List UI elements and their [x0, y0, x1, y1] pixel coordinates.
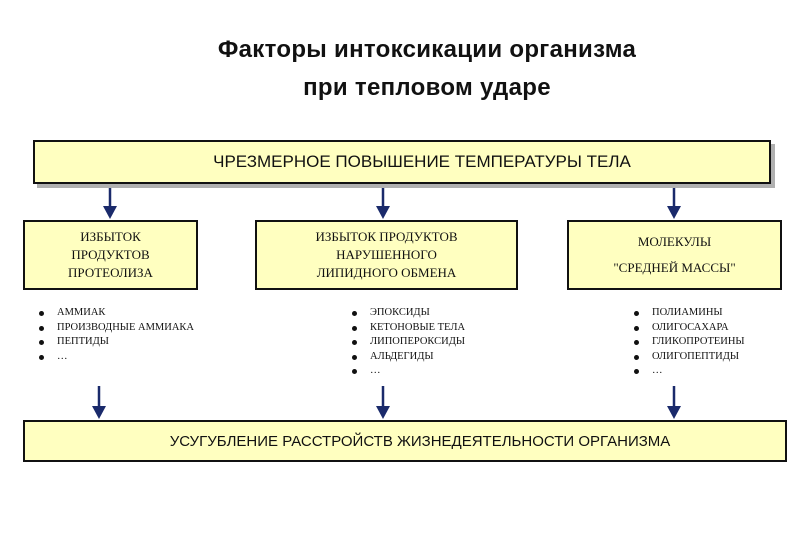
- list-item: ПРОИЗВОДНЫЕ АММИАКА: [37, 321, 194, 336]
- list-item: ЛИПОПЕРОКСИДЫ: [350, 335, 465, 350]
- list-item: ОЛИГОПЕПТИДЫ: [632, 350, 745, 365]
- list-item: ОЛИГОСАХАРА: [632, 321, 745, 336]
- arrow-to-lipid-head: [376, 206, 390, 219]
- arrow-from-proteolysis-head: [92, 406, 106, 419]
- arrow-to-proteolysis-head: [103, 206, 117, 219]
- lipid-box-line: ИЗБЫТОК ПРОДУКТОВ: [315, 229, 458, 244]
- molecules-box-line: "СРЕДНЕЙ МАССЫ": [613, 260, 736, 275]
- excessive-temperature-box: [33, 140, 771, 184]
- lipid-box-line: НАРУШЕННОГО: [336, 247, 437, 262]
- proteolysis-box-line: ИЗБЫТОК: [80, 229, 141, 244]
- list-item: …: [632, 364, 745, 379]
- list-item: …: [37, 350, 194, 365]
- diagram-title-line-2: при тепловом ударе: [303, 74, 551, 101]
- list-item: ПОЛИАМИНЫ: [632, 306, 745, 321]
- aggravation-label: УСУГУБЛЕНИЕ РАССТРОЙСТВ ЖИЗНЕДЕЯТЕЛЬНОСТИ ОРГАНИЗМА: [169, 432, 671, 450]
- molecules-box-line: МОЛЕКУЛЫ: [637, 234, 712, 249]
- list-item: АЛЬДЕГИДЫ: [350, 350, 465, 365]
- proteolysis-box-line: ПРОТЕОЛИЗА: [68, 265, 153, 280]
- arrow-to-molecules-head: [667, 206, 681, 219]
- list-item: …: [350, 364, 465, 379]
- list-item: КЕТОНОВЫЕ ТЕЛА: [350, 321, 465, 336]
- arrow-from-molecules-head: [667, 406, 681, 419]
- proteolysis-products-box: [23, 220, 198, 290]
- lipid-products-list: [350, 306, 465, 379]
- lipid-metabolism-products-box: [255, 220, 518, 290]
- aggravation-box: [23, 420, 787, 462]
- medium-mass-molecules-box: [567, 220, 782, 290]
- medium-molecules-list: [632, 306, 745, 379]
- proteolysis-products-list: [37, 306, 194, 364]
- proteolysis-box-line: ПРОДУКТОВ: [71, 247, 150, 262]
- list-item: ГЛИКОПРОТЕИНЫ: [632, 335, 745, 350]
- excessive-temperature-label: ЧРЕЗМЕРНОЕ ПОВЫШЕНИЕ ТЕМПЕРАТУРЫ ТЕЛА: [213, 152, 631, 171]
- lipid-box-line: ЛИПИДНОГО ОБМЕНА: [316, 265, 457, 280]
- arrow-from-lipid-head: [376, 406, 390, 419]
- list-item: ЭПОКСИДЫ: [350, 306, 465, 321]
- diagram-title-line-1: Факторы интоксикации организма: [217, 36, 637, 63]
- list-item: АММИАК: [37, 306, 194, 321]
- list-item: ПЕПТИДЫ: [37, 335, 194, 350]
